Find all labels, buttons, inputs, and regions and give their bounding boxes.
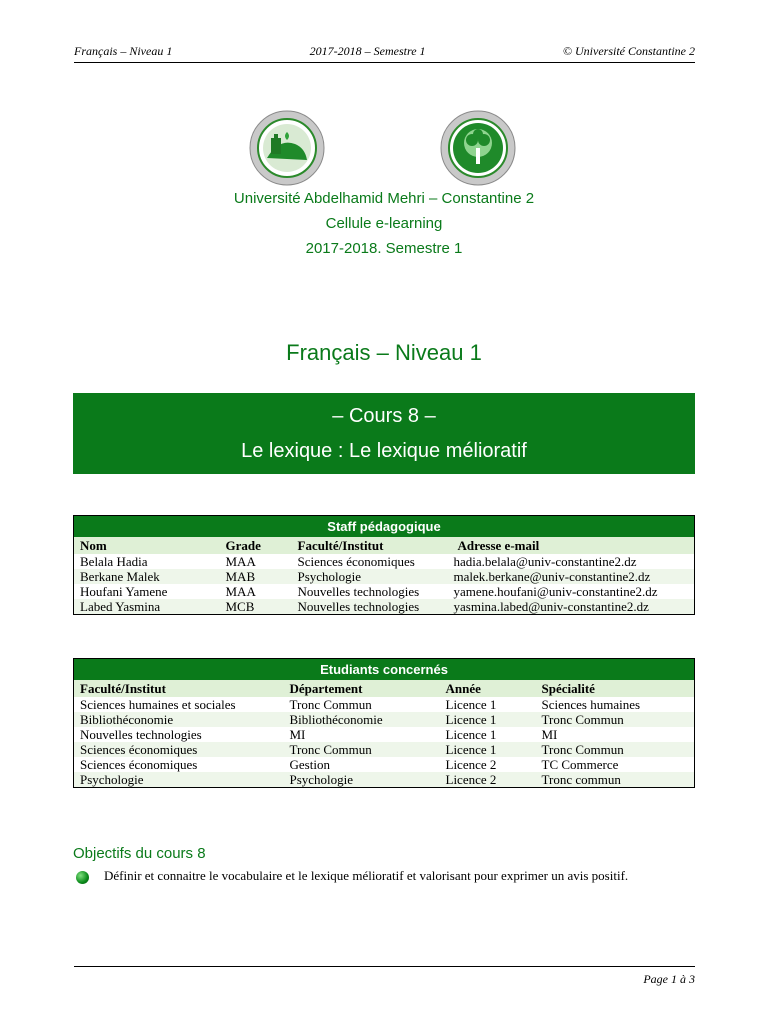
header-left: Français – Niveau 1 (74, 44, 173, 58)
elearning-logo-right (440, 110, 516, 186)
cell: MAB (220, 569, 292, 584)
university-logo-left (249, 110, 325, 186)
cell: Sciences économiques (74, 742, 284, 757)
cell: Labed Yasmina (74, 599, 220, 615)
staff-col-email: Adresse e-mail (448, 537, 695, 554)
cell: Psychologie (284, 772, 440, 788)
header-right: © Université Constantine 2 (562, 44, 695, 58)
objectives-heading: Objectifs du cours 8 (73, 845, 206, 862)
cell: Sciences humaines (541, 697, 641, 712)
table-row (74, 757, 695, 772)
staff-col-faculty: Faculté/Institut (292, 537, 448, 554)
academic-year: 2017-2018. Semestre 1 (305, 240, 463, 257)
cell: Licence 2 (440, 772, 536, 788)
course-title: Français – Niveau 1 (286, 340, 482, 365)
cell: Sciences économiques (80, 757, 198, 772)
cell: Nouvelles technologies (80, 727, 202, 742)
email-cell: hadia.belala@univ-constantine2.dz (453, 554, 637, 569)
table-row (74, 742, 695, 757)
email-cell: yasmina.labed@univ-constantine2.dz (448, 599, 695, 615)
staff-col-grade: Grade (220, 537, 292, 554)
cell: MAA (225, 584, 256, 599)
cell: Psychologie (74, 772, 284, 788)
students-caption: Etudiants concernés (74, 659, 695, 681)
email-cell: malek.berkane@univ-constantine2.dz (448, 569, 695, 584)
table-row (74, 772, 695, 788)
university-name: Université Abdelhamid Mehri – Constantine 2 (233, 190, 535, 207)
cell: MI (289, 727, 306, 742)
banner-lesson-number: – Cours 8 – (332, 405, 436, 427)
cell: Tronc Commun (284, 742, 440, 757)
students-col-year: Année (440, 680, 536, 697)
table-row (74, 584, 695, 599)
cell: Gestion (289, 757, 330, 772)
cell: Licence 1 (445, 727, 497, 742)
table-row (74, 599, 695, 615)
unit-name: Cellule e-learning (325, 215, 443, 232)
students-col-faculty: Faculté/Institut (74, 680, 284, 697)
header-divider (74, 62, 695, 63)
table-row (74, 569, 695, 584)
cell: Psychologie (292, 569, 448, 584)
cell: MI (541, 727, 558, 742)
cell: Sciences économiques (297, 554, 415, 569)
cell: Tronc commun (536, 772, 695, 788)
cell: Licence 1 (440, 712, 536, 727)
table-row (74, 727, 695, 742)
cell: Licence 1 (440, 742, 536, 757)
course-banner (73, 393, 695, 474)
cell: MCB (220, 599, 292, 615)
page-number: Page 1 à 3 (643, 972, 695, 986)
table-row (74, 712, 695, 727)
green-bullet-icon (76, 871, 89, 884)
cell: Bibliothéconomie (284, 712, 440, 727)
staff-caption: Staff pédagogique (74, 516, 695, 538)
header-center: 2017-2018 – Semestre 1 (309, 44, 426, 58)
students-table (73, 658, 695, 788)
cell: Belala Hadia (80, 554, 148, 569)
cell: Tronc Commun (289, 697, 372, 712)
cell: Berkane Malek (74, 569, 220, 584)
cell: Licence 1 (445, 697, 497, 712)
page-header (74, 44, 695, 59)
staff-col-name: Nom (74, 537, 220, 554)
objective-item: Définir et connaitre le vocabulaire et le lexique mélioratif et valorisant pour exprimer un avis positif. (104, 868, 629, 883)
cell: Licence 2 (445, 757, 497, 772)
footer-divider (74, 966, 695, 967)
cell: Nouvelles technologies (297, 584, 420, 599)
students-col-department: Département (284, 680, 440, 697)
cell: Nouvelles technologies (292, 599, 448, 615)
cell: Tronc Commun (536, 742, 695, 757)
banner-lesson-title: Le lexique : Le lexique mélioratif (241, 440, 527, 462)
table-row (74, 554, 695, 569)
cell: Sciences humaines et sociales (80, 697, 236, 712)
cell: Tronc Commun (536, 712, 695, 727)
email-cell: yamene.houfani@univ-constantine2.dz (453, 584, 658, 599)
table-row (74, 697, 695, 712)
staff-table (73, 515, 695, 615)
cell: Bibliothéconomie (74, 712, 284, 727)
cell: Houfani Yamene (80, 584, 168, 599)
cell: TC Commerce (541, 757, 619, 772)
students-col-specialty: Spécialité (536, 680, 695, 697)
cell: MAA (225, 554, 256, 569)
